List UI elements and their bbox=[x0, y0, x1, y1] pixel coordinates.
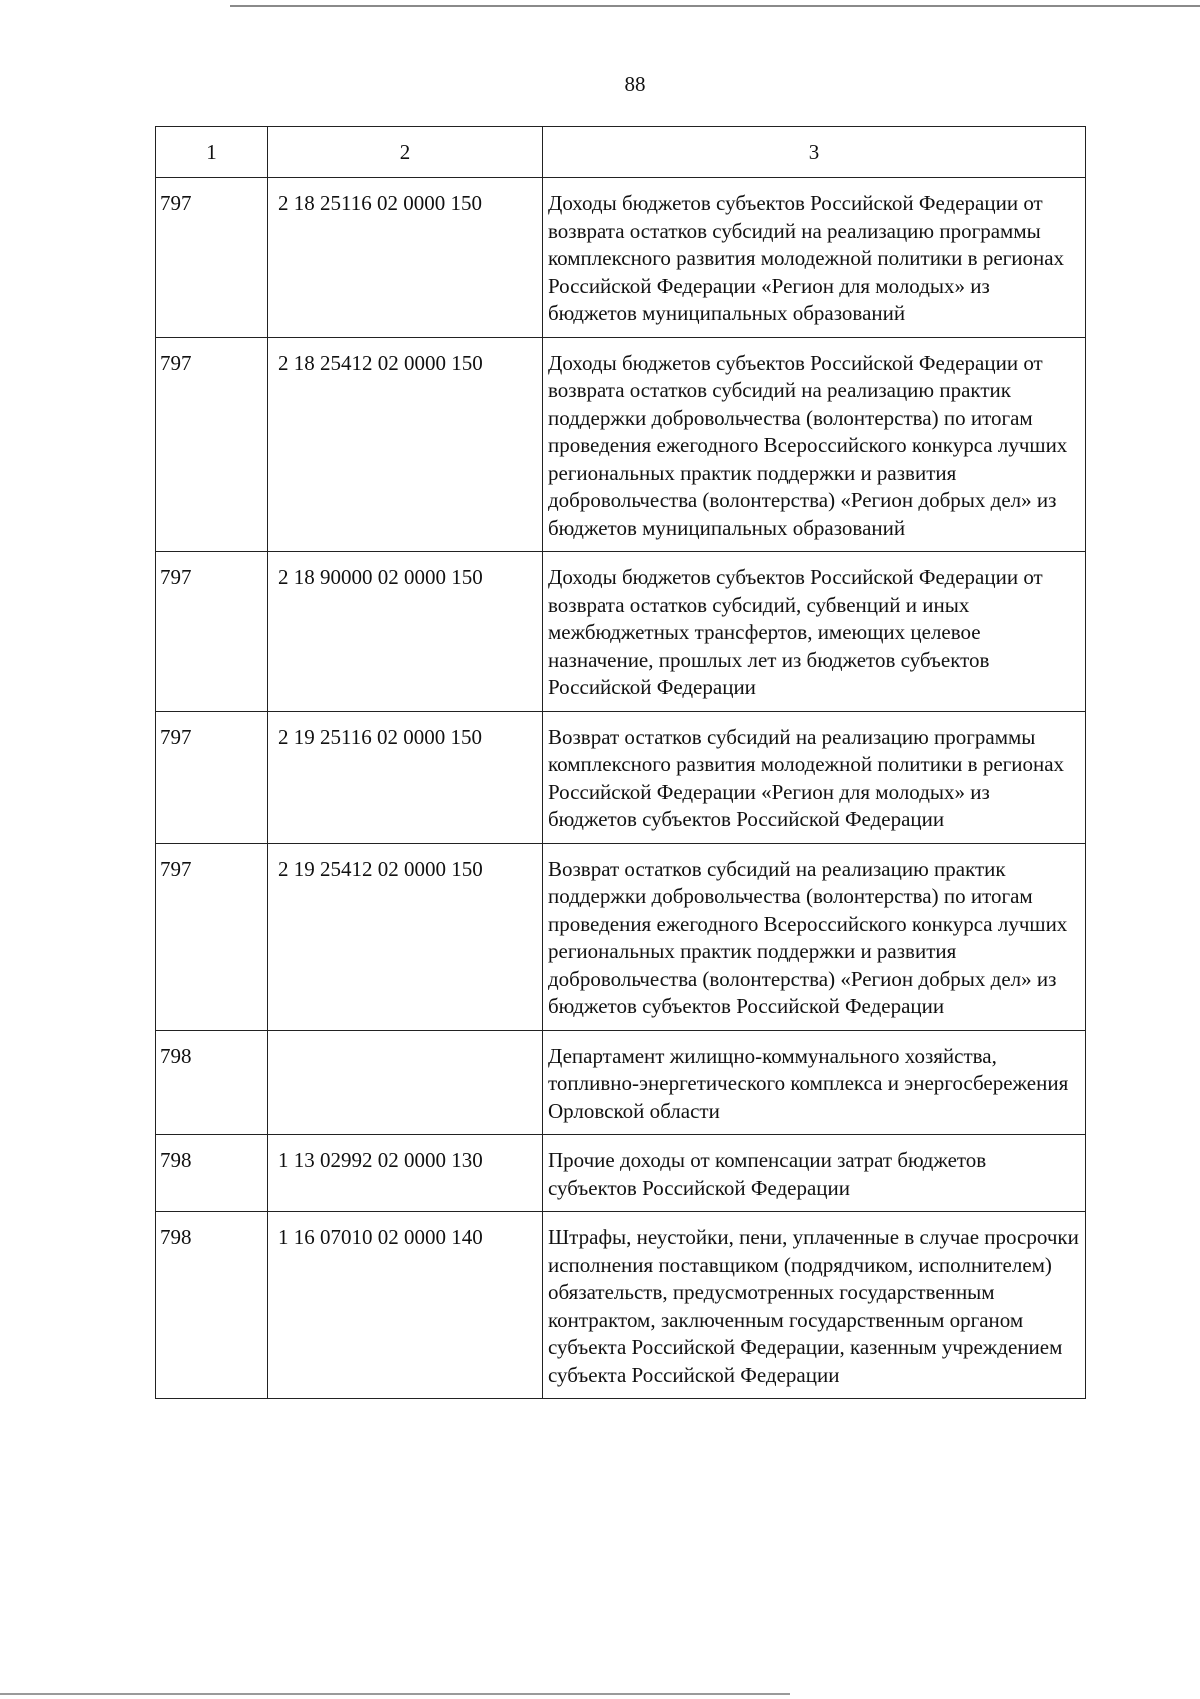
income-name-cell: Доходы бюджетов субъектов Российской Федерации от возврата остатков субсидий на реализацию программы комплексного развития молодежной политики в регионах Российской Федерации «Регион для молодых» из бюджетов муниципальных образований bbox=[543, 178, 1086, 338]
income-name-cell: Возврат остатков субсидий на реализацию практик поддержки добровольчества (волонтерства) по итогам проведения ежегодного Всероссийского конкурса лучших региональных практик поддержки и развития добровольчества (волонтерства) «Регион добрых дел» из бюджетов субъектов Российской Федерации bbox=[543, 843, 1086, 1030]
column-header-1: 1 bbox=[156, 127, 268, 178]
income-code-cell: 2 19 25412 02 0000 150 bbox=[268, 843, 543, 1030]
table-row bbox=[156, 1030, 1086, 1135]
income-name-cell: Доходы бюджетов субъектов Российской Федерации от возврата остатков субсидий, субвенций и иных межбюджетных трансфертов, имеющих целевое назначение, прошлых лет из бюджетов субъектов Российской Федерации bbox=[543, 552, 1086, 712]
income-code-cell: 2 18 25412 02 0000 150 bbox=[268, 337, 543, 552]
admin-code-cell: 798 bbox=[156, 1212, 268, 1399]
income-code-cell: 1 16 07010 02 0000 140 bbox=[268, 1212, 543, 1399]
admin-code-cell: 797 bbox=[156, 552, 268, 712]
income-code-cell: 2 18 90000 02 0000 150 bbox=[268, 552, 543, 712]
column-header-3: 3 bbox=[543, 127, 1086, 178]
income-code-cell: 1 13 02992 02 0000 130 bbox=[268, 1135, 543, 1212]
table-header-row bbox=[156, 127, 1086, 178]
income-codes-table bbox=[155, 126, 1086, 1399]
admin-code-cell: 797 bbox=[156, 711, 268, 843]
income-name-cell: Прочие доходы от компенсации затрат бюджетов субъектов Российской Федерации bbox=[543, 1135, 1086, 1212]
column-header-2: 2 bbox=[268, 127, 543, 178]
admin-code-cell: 797 bbox=[156, 337, 268, 552]
table-row bbox=[156, 178, 1086, 338]
admin-code-cell: 798 bbox=[156, 1030, 268, 1135]
top-scan-rule bbox=[230, 5, 1200, 7]
income-name-cell: Возврат остатков субсидий на реализацию программы комплексного развития молодежной политики в регионах Российской Федерации «Регион для молодых» из бюджетов субъектов Российской Федерации bbox=[543, 711, 1086, 843]
table-row bbox=[156, 1135, 1086, 1212]
page-number: 88 bbox=[624, 72, 646, 96]
income-name-cell: Доходы бюджетов субъектов Российской Федерации от возврата остатков субсидий на реализацию практик поддержки добровольчества (волонтерства) по итогам проведения ежегодного Всероссийского конкурса лучших региональных практик поддержки и развития добровольчества (волонтерства) «Регион добрых дел» из бюджетов муниципальных образований bbox=[543, 337, 1086, 552]
table-row bbox=[156, 843, 1086, 1030]
income-name-cell: Департамент жилищно-коммунального хозяйства, топливно-энергетического комплекса и энергосбережения Орловской области bbox=[543, 1030, 1086, 1135]
table-row bbox=[156, 1212, 1086, 1399]
table-row bbox=[156, 337, 1086, 552]
table-row bbox=[156, 552, 1086, 712]
admin-code-cell: 797 bbox=[156, 178, 268, 338]
income-code-cell: 2 18 25116 02 0000 150 bbox=[268, 178, 543, 338]
income-code-cell: 2 19 25116 02 0000 150 bbox=[268, 711, 543, 843]
income-name-cell: Штрафы, неустойки, пени, уплаченные в случае просрочки исполнения поставщиком (подрядчиком, исполнителем) обязательств, предусмотренных государственным контрактом, заключенным государственным органом субъекта Российской Федерации, казенным учреждением субъекта Российской Федерации bbox=[543, 1212, 1086, 1399]
table-row bbox=[156, 711, 1086, 843]
admin-code-cell: 797 bbox=[156, 843, 268, 1030]
admin-code-cell: 798 bbox=[156, 1135, 268, 1212]
bottom-scan-rule bbox=[0, 1693, 790, 1695]
income-code-cell bbox=[268, 1030, 543, 1135]
